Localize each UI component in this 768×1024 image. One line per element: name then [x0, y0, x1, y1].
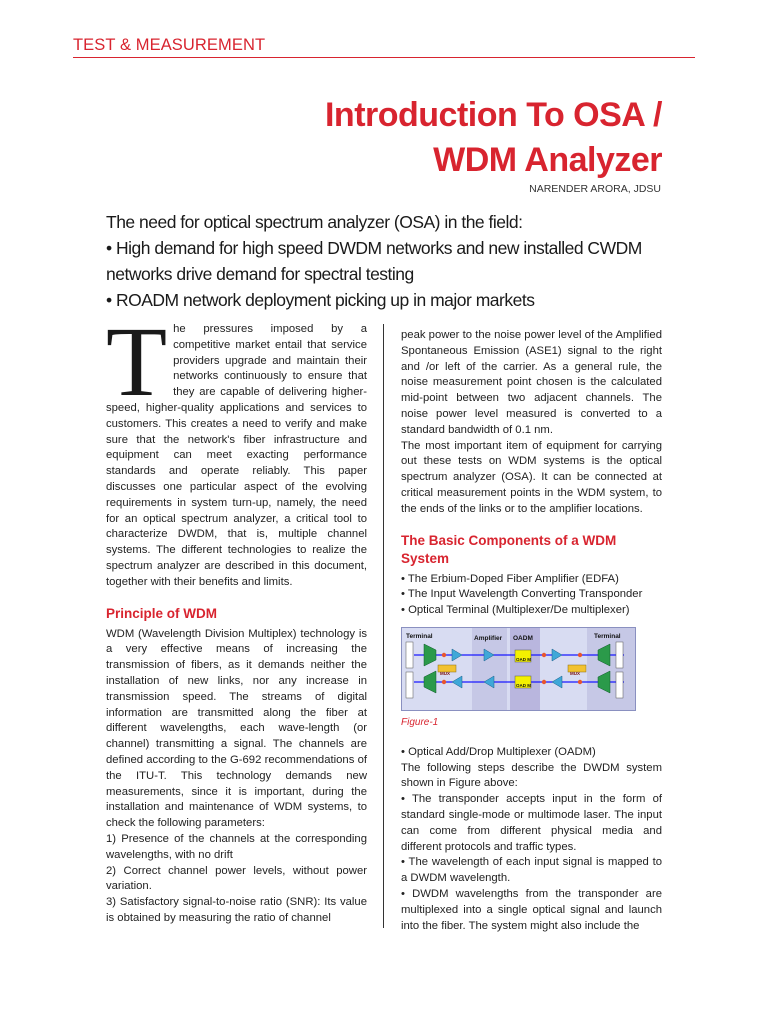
figure-caption: Figure-1: [401, 716, 439, 728]
component-item: • The Input Wavelength Converting Transponder: [401, 588, 643, 601]
label-terminal-left: Terminal: [406, 632, 433, 640]
summary-line-3: • ROADM network deployment picking up in major markets: [106, 290, 535, 310]
mux-box-label-left: MUX: [440, 670, 450, 676]
label-terminal-right: Terminal: [594, 632, 621, 640]
mux-box-label-right: MUX: [570, 670, 580, 676]
intro-paragraph: [106, 306, 367, 591]
osa-paragraph: The most important item of equipment for carrying out these tests on WDM systems is the optical spectrum analyzer (OSA). It can be connected at critical measurement points in the WDM system, to the ends of the links or to the amplifier locations.: [401, 439, 662, 515]
label-oadm: OADM: [513, 634, 533, 642]
left-column: [106, 306, 367, 927]
oadm-box-label-bottom: OAD M: [516, 682, 531, 688]
snr-paragraph: peak power to the noise power level of the Amplified Spontaneous Emission (ASE1) signal to the right and /or left of the carrier. As a general rule, the noise measurement point chosen is the calculated mid-point between two adjacent channels. The noise power level measured is converted to a standard bandwidth of 0.1 nm.: [401, 329, 662, 436]
component-item: • Optical Terminal (Multiplexer/De multiplexer): [401, 604, 630, 617]
title-line-1: Introduction To OSA /: [324, 96, 662, 134]
article-title: [325, 93, 662, 183]
summary-line-1: The need for optical spectrum analyzer (OSA) in the field:: [106, 212, 523, 232]
steps-intro: The following steps describe the DWDM system shown in Figure above:: [401, 761, 662, 790]
section-rule: [73, 57, 695, 58]
step-wavelength-mapping: • The wavelength of each input signal is mapped to a DWDM wavelength.: [401, 856, 662, 885]
title-line-2: WDM Analyzer: [433, 141, 662, 179]
component-item-oadm: • Optical Add/Drop Multiplexer (OADM): [401, 745, 596, 758]
intro-text: he pressures imposed by a competitive market entail that service providers upgrade and maintain their networks continuously to ensure that they are capable of delivering higher-speed, higher-quality applications and services to customers. This creates a need to verify and make sure that the network's fiber infrastructure and equipment can meet exacting performance standards and operate reliably. This paper discusses one particular aspect of the evolving requirements in system turn-up, namely, the need for an optical spectrum analyzer, a critical tool to characterize DWDM, that is, multiple channel systems. The different technologies to realize the spectrum analyzer are described in this document, together with their benefits and limits.: [106, 323, 367, 588]
label-amplifier: Amplifier: [474, 634, 503, 642]
section-tag: TEST & MEASUREMENT: [73, 36, 266, 54]
component-item: • The Erbium-Doped Fiber Amplifier (EDFA): [401, 572, 619, 585]
parameter-item-2: 2) Correct channel power levels, without power variation.: [106, 864, 367, 893]
wdm-body: WDM (Wavelength Division Multiplex) technology is a very effective means of increasing the transmission of fibers, as it demands neither the installation of new links, nor any increase in transmission speed. The streams of digital information are transmitted along the fiber at different wavelengths, each wave-length (or channel) transmitting a signal. The channels are defined according to the G-692 recommendations of the ITU-T. This technology demands new measurements, since it is important, during the installation and maintenance of WDM systems, to check the following parameters:: [106, 627, 367, 830]
parameter-item-1: 1) Presence of the channels at the corresponding wavelengths, with no drift: [106, 832, 367, 861]
author-byline: NARENDER ARORA, JDSU: [529, 183, 661, 195]
oadm-box-label-top: OAD M: [516, 656, 531, 662]
summary-block: [106, 209, 686, 313]
right-column: [401, 328, 662, 934]
wdm-system-diagram: [401, 627, 636, 711]
components-list: [401, 572, 662, 619]
drop-cap: T: [106, 306, 168, 417]
heading-basic-components: The Basic Components of a WDM System: [401, 532, 617, 566]
heading-principle-of-wdm: Principle of WDM: [106, 605, 217, 621]
step-multiplexing: • DWDM wavelengths from the transponder are multiplexed into a single optical signal and launch into the fiber. The system might also include the: [401, 887, 662, 932]
parameter-item-3: 3) Satisfactory signal-to-noise ratio (SNR): Its value is obtained by measuring the ratio of channel: [106, 896, 367, 924]
column-divider: [383, 324, 384, 928]
step-transponder: • The transponder accepts input in the form of standard single-mode or multimode laser. The input can come from different physical media and different protocols and traffic types.: [401, 793, 662, 853]
summary-line-2: • High demand for high speed DWDM networks and new installed CWDM networks drive demand for spectral testing: [106, 238, 642, 284]
